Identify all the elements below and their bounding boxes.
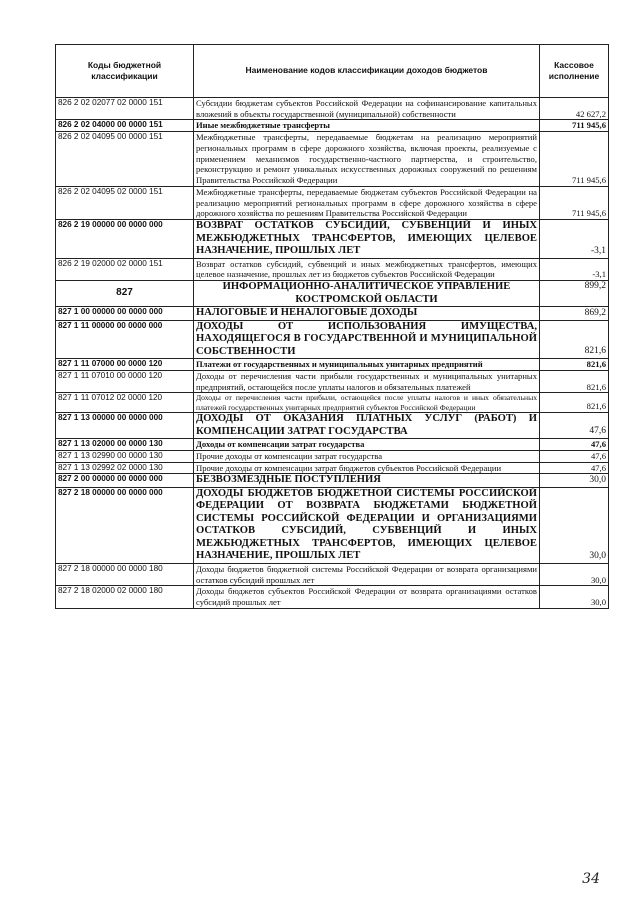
row-name: Возврат остатков субсидий, субвенций и иных межбюджетных трансфертов, имеющих целевое назначение, прошлых лет из бюджетов субъектов Российской Федерации — [194, 258, 540, 280]
table-row — [56, 359, 609, 371]
row-name: ДОХОДЫ ОТ ОКАЗАНИЯ ПЛАТНЫХ УСЛУГ (РАБОТ) И КОМПЕНСАЦИИ ЗАТРАТ ГОСУДАРСТВА — [194, 413, 540, 439]
row-name: ИНФОРМАЦИОННО-АНАЛИТИЧЕСКОЕ УПРАВЛЕНИЕ КОСТРОМСКОЙ ОБЛАСТИ — [194, 281, 540, 307]
table-header-row — [56, 45, 609, 98]
row-code: 826 2 02 04095 02 0000 151 — [56, 186, 194, 219]
row-code: 827 1 11 00000 00 0000 000 — [56, 320, 194, 359]
table-row — [56, 307, 609, 321]
row-code: 827 2 18 00000 00 0000 180 — [56, 563, 194, 585]
row-value: 821,6 — [540, 370, 609, 392]
table-row — [56, 281, 609, 307]
row-value: 869,2 — [540, 307, 609, 321]
table-body — [56, 98, 609, 609]
row-value: 30,0 — [540, 474, 609, 488]
row-code: 827 1 11 07000 00 0000 120 — [56, 359, 194, 371]
row-value: 711 945,6 — [540, 132, 609, 187]
table-row — [56, 393, 609, 413]
table-row — [56, 120, 609, 132]
row-code: 826 2 19 00000 00 0000 000 — [56, 220, 194, 259]
row-name: Доходы от перечисления части прибыли, остающейся после уплаты налогов и иных обязательных платежей государственных унитарных предприятий субъектов Российской Федерации — [194, 393, 540, 413]
row-code: 827 2 18 02000 02 0000 180 — [56, 586, 194, 608]
row-code: 827 1 00 00000 00 0000 000 — [56, 307, 194, 321]
row-value: 711 945,6 — [540, 120, 609, 132]
row-code: 827 2 18 00000 00 0000 000 — [56, 487, 194, 563]
row-code: 826 2 02 04095 00 0000 151 — [56, 132, 194, 187]
table-row — [56, 487, 609, 563]
row-code: 826 2 19 02000 02 0000 151 — [56, 258, 194, 280]
row-name: Иные межбюджетные трансферты — [194, 120, 540, 132]
row-name: НАЛОГОВЫЕ И НЕНАЛОГОВЫЕ ДОХОДЫ — [194, 307, 540, 321]
row-code: 827 1 13 00000 00 0000 000 — [56, 413, 194, 439]
row-name: Платежи от государственных и муниципальных унитарных предприятий — [194, 359, 540, 371]
row-name: ВОЗВРАТ ОСТАТКОВ СУБСИДИЙ, СУБВЕНЦИЙ И ИНЫХ МЕЖБЮДЖЕТНЫХ ТРАНСФЕРТОВ, ИМЕЮЩИХ ЦЕЛЕВОЕ НАЗНАЧЕНИЕ, ПРОШЛЫХ ЛЕТ — [194, 220, 540, 259]
header-name: Наименование кодов классификации доходов бюджетов — [194, 45, 540, 98]
row-value: 30,0 — [540, 563, 609, 585]
row-value: 42 627,2 — [540, 98, 609, 120]
row-value: -3,1 — [540, 220, 609, 259]
page-number: 34 — [582, 871, 600, 887]
row-value: 821,6 — [540, 393, 609, 413]
table-row — [56, 586, 609, 608]
budget-report-page — [55, 44, 608, 609]
row-value: -3,1 — [540, 258, 609, 280]
row-value: 821,6 — [540, 320, 609, 359]
row-name: Прочие доходы от компенсации затрат бюджетов субъектов Российской Федерации — [194, 462, 540, 474]
row-code: 827 1 13 02990 00 0000 130 — [56, 450, 194, 462]
table-row — [56, 132, 609, 187]
row-name: Доходы бюджетов бюджетной системы Российской Федерации от возврата организациями остатков субсидий прошлых лет — [194, 563, 540, 585]
row-value: 821,6 — [540, 359, 609, 371]
row-name: Межбюджетные трансферты, передаваемые бюджетам на реализацию мероприятий региональных программ в сфере дорожного хозяйства, включая проекты, реализуемые с применением механизмов государственно-частного партнерства, и строительство, реконструкцию и ремонт уникальных искусственных дорожных сооружений по решениям Правительства Российской Федерации — [194, 132, 540, 187]
table-row — [56, 320, 609, 359]
table-row — [56, 462, 609, 474]
table-row — [56, 413, 609, 439]
row-code: 827 1 11 07010 00 0000 120 — [56, 370, 194, 392]
row-name: Доходы бюджетов субъектов Российской Федерации от возврата организациями остатков субсидий прошлых лет — [194, 586, 540, 608]
table-row — [56, 186, 609, 219]
row-code: 826 2 02 04000 00 0000 151 — [56, 120, 194, 132]
row-name: Субсидии бюджетам субъектов Российской Федерации на софинансирование капитальных вложений в объекты государственной (муниципальной) собственности — [194, 98, 540, 120]
row-code: 827 1 13 02000 00 0000 130 — [56, 439, 194, 451]
row-code: 827 1 13 02992 02 0000 130 — [56, 462, 194, 474]
row-name: Доходы от компенсации затрат государства — [194, 439, 540, 451]
row-code: 827 1 11 07012 02 0000 120 — [56, 393, 194, 413]
row-name: ДОХОДЫ БЮДЖЕТОВ БЮДЖЕТНОЙ СИСТЕМЫ РОССИЙСКОЙ ФЕДЕРАЦИИ ОТ ВОЗВРАТА БЮДЖЕТАМИ БЮДЖЕТНОЙ СИСТЕМЫ РОССИЙСКОЙ ФЕДЕРАЦИИ И ОРГАНИЗАЦИЯМИ ОСТАТКОВ СУБСИДИЙ, СУБВЕНЦИЙ И ИНЫХ МЕЖБЮДЖЕТНЫХ ТРАНСФЕРТОВ, ИМЕЮЩИХ ЦЕЛЕВОЕ НАЗНАЧЕНИЕ, ПРОШЛЫХ ЛЕТ — [194, 487, 540, 563]
header-code: Коды бюджетной классификации — [56, 45, 194, 98]
revenue-table — [55, 44, 609, 609]
row-name: ДОХОДЫ ОТ ИСПОЛЬЗОВАНИЯ ИМУЩЕСТВА, НАХОДЯЩЕГОСЯ В ГОСУДАРСТВЕННОЙ И МУНИЦИПАЛЬНОЙ СОБСТВЕННОСТИ — [194, 320, 540, 359]
row-code: 827 — [56, 281, 194, 307]
row-name: Прочие доходы от компенсации затрат государства — [194, 450, 540, 462]
table-row — [56, 220, 609, 259]
row-code: 827 2 00 00000 00 0000 000 — [56, 474, 194, 488]
row-code: 826 2 02 02077 02 0000 151 — [56, 98, 194, 120]
row-value: 711 945,6 — [540, 186, 609, 219]
table-row — [56, 98, 609, 120]
table-row — [56, 439, 609, 451]
row-value: 47,6 — [540, 439, 609, 451]
row-name: БЕЗВОЗМЕЗДНЫЕ ПОСТУПЛЕНИЯ — [194, 474, 540, 488]
row-value: 47,6 — [540, 450, 609, 462]
row-value: 47,6 — [540, 413, 609, 439]
row-name: Доходы от перечисления части прибыли государственных и муниципальных унитарных предприятий, остающейся после уплаты налогов и обязательных платежей — [194, 370, 540, 392]
table-row — [56, 450, 609, 462]
table-row — [56, 563, 609, 585]
row-value: 30,0 — [540, 586, 609, 608]
row-value: 47,6 — [540, 462, 609, 474]
table-row — [56, 370, 609, 392]
row-value: 30,0 — [540, 487, 609, 563]
header-value: Кассовое исполнение — [540, 45, 609, 98]
table-row — [56, 474, 609, 488]
row-value: 899,2 — [540, 281, 609, 307]
row-name: Межбюджетные трансферты, передаваемые бюджетам субъектов Российской Федерации на реализацию мероприятий региональных программ в сфере дорожного хозяйства в сфере дорожного хозяйства по решениям Правительства Российской Федерации — [194, 186, 540, 219]
table-row — [56, 258, 609, 280]
